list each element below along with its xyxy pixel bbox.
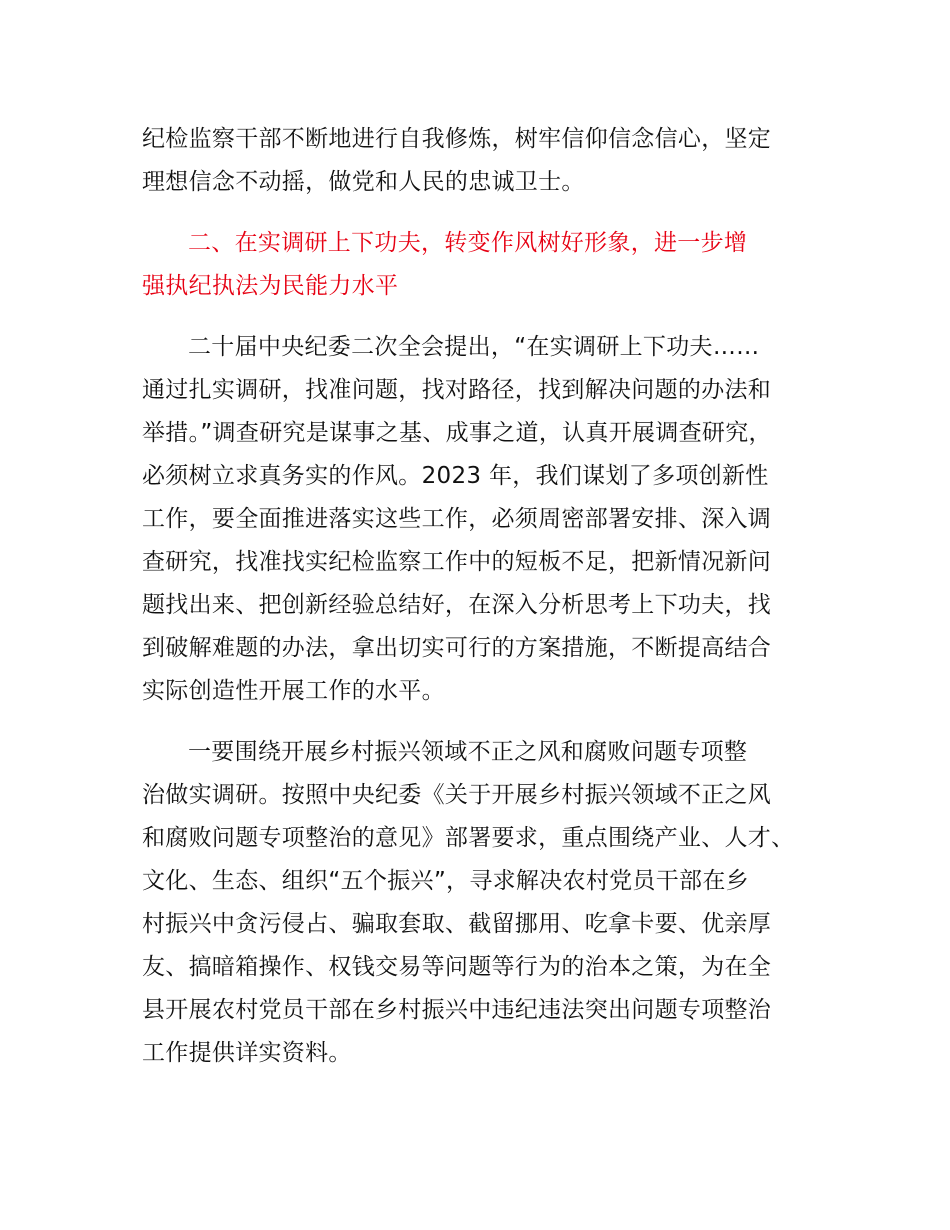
text-line: 必须树立求真务实的作风。2023 年，我们谋划了多项创新性 <box>142 463 769 489</box>
heading-line: 二、在实调研上下功夫，转变作风树好形象，进一步增 <box>188 230 748 256</box>
text-line: 工作，要全面推进落实这些工作，必须周密部署安排、深入调 <box>142 506 772 532</box>
text-line: 和腐败问题专项整治的意见》部署要求，重点围绕产业、人才、 <box>142 825 795 851</box>
paragraph-continuation <box>142 118 822 204</box>
text-line: 二十届中央纪委二次全会提出，“在实调研上下功夫…… <box>188 334 760 360</box>
text-line: 一要围绕开展乡村振兴领域不正之风和腐败问题专项整 <box>188 739 748 765</box>
text-line: 理想信念不动摇，做党和人民的忠诚卫士。 <box>142 169 585 195</box>
text-line: 查研究，找准找实纪检监察工作中的短板不足，把新情况新问 <box>142 549 772 575</box>
paragraph-plenary <box>142 326 822 713</box>
section-heading <box>142 222 822 308</box>
text-line: 题找出来、把创新经验总结好，在深入分析思考上下功夫，找 <box>142 592 772 618</box>
text-line: 文化、生态、组织“五个振兴”，寻求解决农村党员干部在乡 <box>142 868 749 894</box>
document-body <box>142 118 822 1093</box>
heading-line: 强执纪执法为民能力水平 <box>142 273 399 299</box>
text-line: 实际创造性开展工作的水平。 <box>142 678 445 704</box>
text-line: 友、搞暗箱操作、权钱交易等问题等行为的治本之策，为在全 <box>142 954 772 980</box>
text-line: 县开展农村党员干部在乡村振兴中违纪违法突出问题专项整治 <box>142 997 772 1023</box>
text-line: 工作提供详实资料。 <box>142 1040 352 1066</box>
paragraph-rural-revitalization <box>142 731 822 1075</box>
text-line: 举措。”调查研究是谋事之基、成事之道，认真开展调查研究， <box>142 420 772 446</box>
text-line: 村振兴中贪污侵占、骗取套取、截留挪用、吃拿卡要、优亲厚 <box>142 911 772 937</box>
text-line: 通过扎实调研，找准问题，找对路径，找到解决问题的办法和 <box>142 377 772 403</box>
text-line: 治做实调研。按照中央纪委《关于开展乡村振兴领域不正之风 <box>142 782 772 808</box>
text-line: 到破解难题的办法，拿出切实可行的方案措施，不断提高结合 <box>142 635 772 661</box>
text-line: 纪检监察干部不断地进行自我修炼，树牢信仰信念信心，坚定 <box>142 126 772 152</box>
